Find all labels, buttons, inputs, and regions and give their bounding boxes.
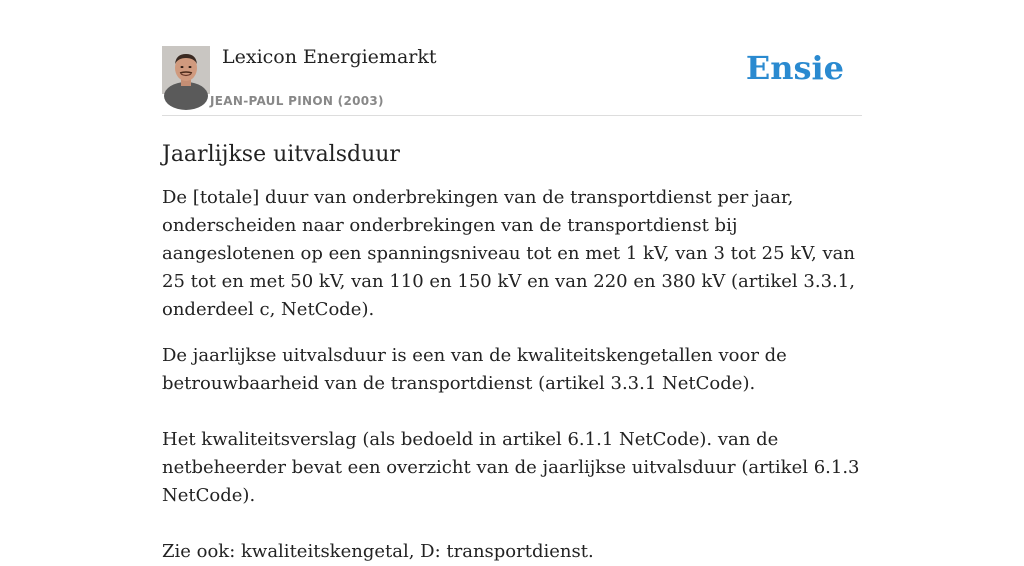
entry-paragraph-report: Het kwaliteitsverslag (als bedoeld in artikel 6.1.1 NetCode). van de netbeheerder bevat een overzicht van de jaarlijkse uitvalsduur (artikel 6.1.3 NetCode).	[162, 429, 860, 506]
entry-title: Jaarlijkse uitvalsduur	[162, 142, 400, 167]
entry-paragraph-definition: De [totale] duur van onderbrekingen van de transportdienst per jaar, onderscheiden naar onderbrekingen van de transportdienst bij aangeslotenen op een spanningsniveau tot en met 1 kV, van 3 tot 25 kV, van 25 tot en met 50 kV, van 110 en 150 kV en van 220 en 380 kV (artikel 3.3.1, onderdeel c, NetCode).	[162, 187, 855, 320]
paragraph-gap	[162, 398, 862, 426]
entry-paragraph-quality: De jaarlijkse uitvalsduur is een van de kwaliteitskengetallen voor de betrouwbaarheid van de transportdienst (artikel 3.3.1 NetCode).	[162, 345, 787, 394]
paragraph-gap	[162, 324, 862, 342]
entry-content	[162, 140, 862, 566]
paragraph-gap	[162, 510, 862, 538]
lexicon-title[interactable]: Lexicon Energiemarkt	[222, 46, 437, 68]
author-avatar[interactable]	[162, 46, 210, 94]
avatar-portrait-icon	[162, 46, 210, 94]
brand-logo[interactable]: Ensie	[745, 49, 844, 87]
header	[162, 44, 862, 116]
entry-paragraph-see-also[interactable]: Zie ook: kwaliteitskengetal, D: transportdienst.	[162, 541, 594, 562]
author-name[interactable]: JEAN-PAUL PINON (2003)	[210, 94, 384, 108]
